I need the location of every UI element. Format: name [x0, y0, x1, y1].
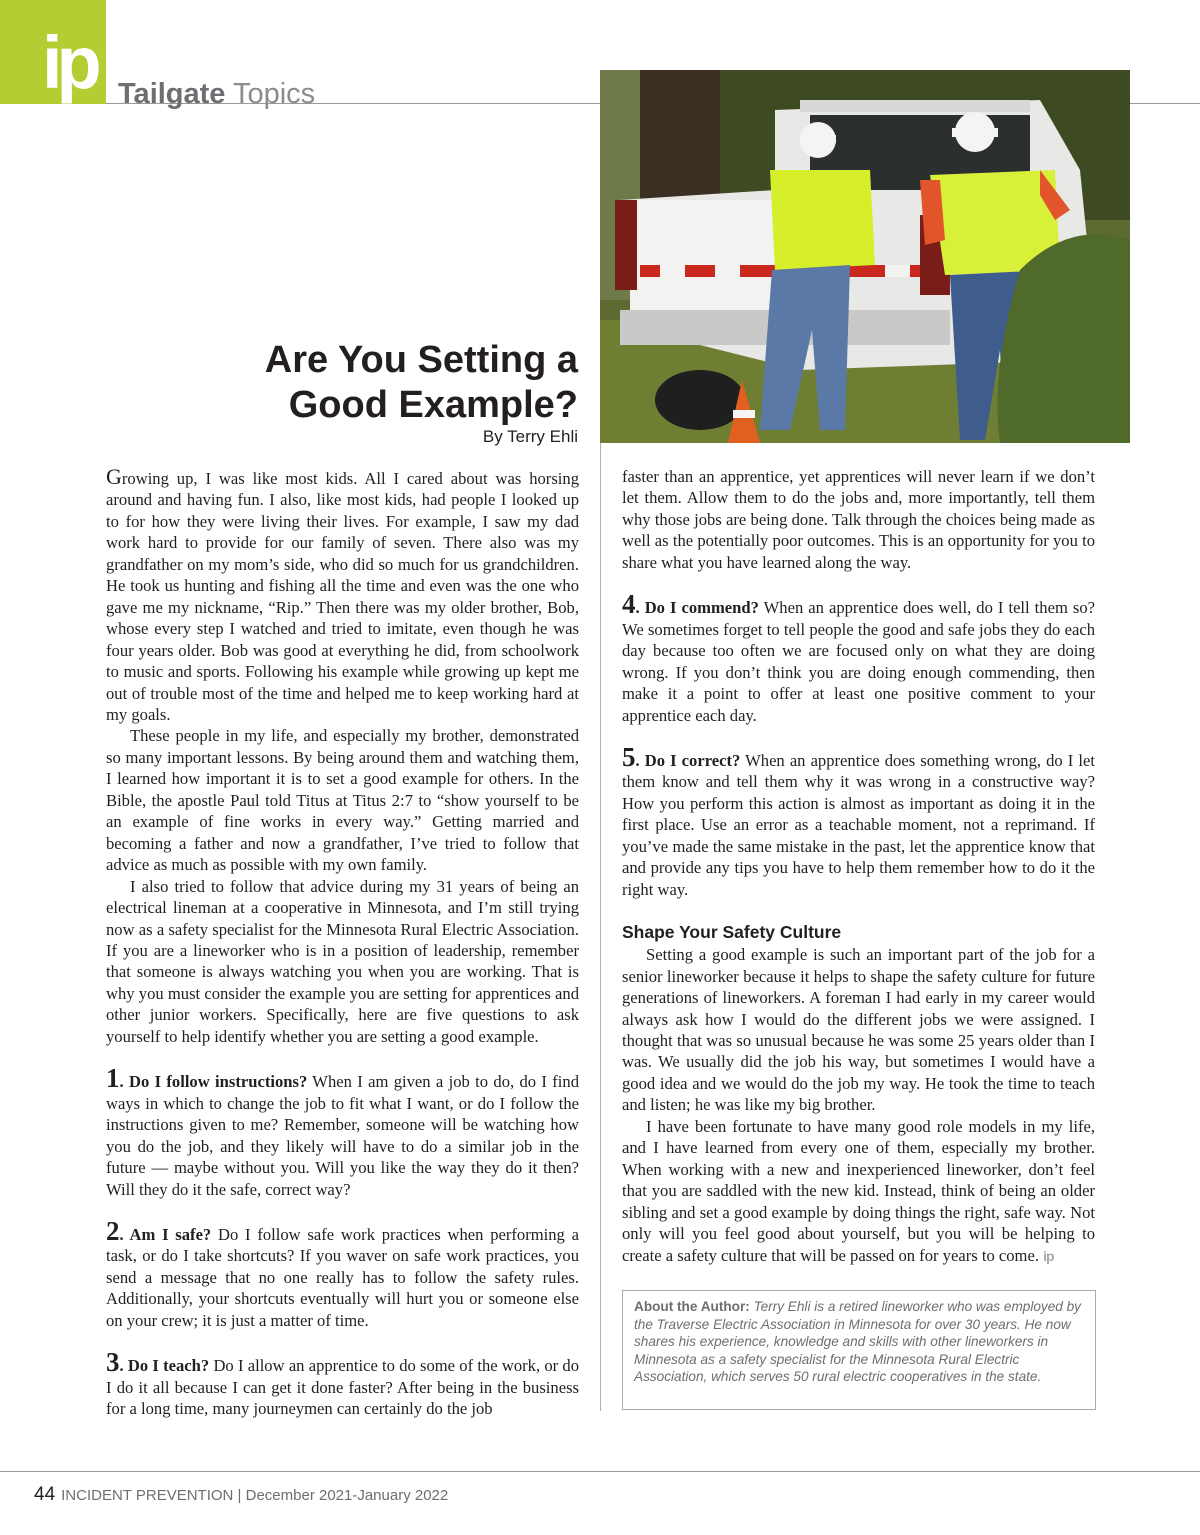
question-5-body: When an apprentice does something wrong, do I let them know and tell them why it was wrong in a constructive way? How you perform this action is almost as important as doing it in the first place. Use an error as a teachable moment, not a reprimand. If you’ve made the same mistake in the past, let the apprentice know that and provide any tips you have to help them remember how to do it the right way. — [622, 750, 1095, 899]
lineworkers-truck-photo — [600, 70, 1130, 443]
closing-paragraph-2 — [622, 1116, 1095, 1267]
question-3-body: Do I allow an apprentice to do some of the work, or do I do it all because I can get it done faster? After being in the business for a long time, many journeymen can certainly do the job — [106, 1356, 579, 1419]
intro-paragraph-1-text: rowing up, I was like most kids. All I cared about was horsing around and having fun. I also, like most kids, had people I looked up to for how they were living their lives. For example, I saw my dad work hard to provide for our family of seven. There also was my grandfather on my mom’s side, who did so much for us grandchildren. He took us hunting and fishing all the time and even was the one who gave me my nickname, “Rip.” Then there was my older brother, Bob, whose every step I watched and tried to imitate, even though he was four years older. Bob was good at everything he did, from schoolwork to music and sports. Following his example while growing up kept me out of trouble most of the time and helped me to keep working hard at my goals. — [106, 469, 579, 724]
question-5: 5. Do I correct? When an apprentice does something wrong, do I let them know and tell them why it was wrong in a constructive way? How you perform this action is almost as important as doing it in the first place. Use an error as a teachable moment, not a reprimand. If you’ve made the same mistake in the past, let the apprentice know that and provide any tips you have to help them remember how to do it the right way. — [622, 741, 1095, 899]
question-1: 1. Do I follow instructions? When I am given a job to do, do I find ways in which to change the job to fit what I want, or do I follow the instructions given to me? Remember, someone will be watching how you do the job, and they likely will have to do a similar job in the future — maybe without you. Will you like the way they do it then? Will they do it the safe, correct way? — [106, 1063, 579, 1199]
question-5-number: 5 — [622, 741, 636, 772]
intro-paragraph-3: I also tried to follow that advice during my 31 years of being an electrical lineman at a cooperative in Minnesota, and I’m still trying now as a safety specialist for the Minnesota Rural Electric Association. If you are a lineworker who is in a position of leadership, remember that someone is always watching you when you are working. That is why you must consider the example you are setting for apprentices and other junior workers. Specifically, here are five questions to ask yourself to help identify whether you are setting a good example. — [106, 876, 579, 1046]
section-word-topics: Topics — [232, 78, 316, 110]
about-author-label: About the Author: — [634, 1299, 750, 1314]
question-2-title: Am I safe? — [129, 1224, 212, 1244]
about-author-box — [622, 1290, 1096, 1410]
headline-line-1: Are You Setting a — [264, 339, 578, 381]
byline: By Terry Ehli — [482, 427, 578, 446]
section-word-tailgate: Tailgate — [118, 78, 226, 110]
closing-paragraph-2-text: I have been fortunate to have many good role models in my life, and I have learned from every one of them, especially my brother. When working with a new and inexperienced lineworker, don’t feel that you are saddled with the new kid. Instead, think of being an older sibling and set a good example by doing things the right, safe way. Not only will you feel good about yourself, but you will be helping to create a safety culture that will be passed on for years to come. — [622, 1116, 1095, 1265]
ip-logo: ip — [42, 21, 96, 104]
question-4-body: When an apprentice does well, do I tell them so? We sometimes forget to tell people the good and safe jobs they do each day because too often we are focused only on what they are doing wrong. If you don’t think you are doing enough commending, then make it a point to offer at least one positive comment to your apprentice each day. — [622, 598, 1096, 725]
question-3-continued: faster than an apprentice, yet apprentices will never learn if we don’t let them. Allow them to do the jobs and, more importantly, tell them why those jobs are being done. Talk through the choices being made as well as the potentially poor outcomes. This is an opportunity for you to share what you have learned along the way. — [622, 467, 1095, 572]
subhead-safety-culture: Shape Your Safety Culture — [622, 922, 842, 943]
about-author-text: Terry Ehli is a retired lineworker who was employed by the Traverse Electric Association in Minnesota for over 30 years. He now shares his experience, knowledge and skills with other lineworkers in Minnesota as a safety specialist for the Minnesota Rural Electric Association, which serves 50 rural electric cooperatives in the state. — [634, 1299, 1081, 1384]
article-headline — [200, 338, 578, 428]
question-3-number: 3 — [106, 1347, 120, 1378]
intro-paragraph-2: These people in my life, and especially my brother, demonstrated so many important lessons. By being around them and watching them, I learned how important it is to set a good example for others. In the Bible, the apostle Paul told Titus at Titus 2:7 to “show yourself to be an example of fine works in every way.” Getting married and becoming a father and now a grandfather, I’ve tried to follow that advice as much as possible with my own family. — [106, 726, 579, 875]
question-4: 4. Do I commend? When an apprentice does well, do I tell them so? We sometimes forget to tell people the good and safe jobs they do each day because too often we are focused only on what they are doing wrong. If you don’t think you are doing enough commending, then make it a point to offer at least one positive comment to your apprentice each day. — [622, 589, 1096, 725]
article-column-right — [622, 466, 1095, 1267]
page-number: 44 — [34, 1484, 56, 1505]
publication-info: INCIDENT PREVENTION | December 2021-January 2022 — [61, 1487, 449, 1504]
question-1-body: When I am given a job to do, do I find ways in which to change the job to fit what I want, or do I follow the instructions given to me? Remember, someone will be watching how you do the job, and they likely will have to do a similar job in the future — maybe without you. Will you like the way they do it then? Will they do it the safe, correct way? — [106, 1072, 579, 1199]
question-2-body: Do I follow safe work practices when performing a task, or do I take shortcuts? If you waver on safe work practices, you send a message that no one really has to follow the safety rules. Additionally, your shortcuts eventually will hurt you or someone else on your crew; it is just a matter of time. — [106, 1224, 579, 1330]
headline-line-2: Good Example? — [288, 384, 578, 426]
question-4-title: Do I commend? — [644, 598, 759, 618]
question-1-title: Do I follow instructions? — [128, 1072, 308, 1092]
page-footer — [34, 1484, 448, 1506]
section-title — [118, 76, 315, 112]
footer-rule — [0, 1471, 1200, 1472]
article-column-left — [106, 466, 579, 1420]
question-3-title: Do I teach? — [127, 1356, 210, 1376]
closing-paragraph-1: Setting a good example is such an important part of the job for a senior lineworker because it helps to shape the safety culture for future generations of lineworkers. A foreman I had early in my career would always ask how I would do the different jobs we were assigned. I thought that was so unusual because he was some 25 years older than I was. We usually did the job his way, but sometimes I would have a good idea and we would do the job my way. He took the time to teach and listen; he was like my big brother. — [622, 945, 1095, 1115]
question-2-number: 2 — [106, 1215, 120, 1246]
question-3: 3. Do I teach? Do I allow an apprentice to do some of the work, or do I do it all because I can get it done faster? After being in the business for a long time, many journeymen can certainly do the job — [106, 1347, 579, 1419]
drop-cap: G — [106, 464, 122, 489]
question-1-number: 1 — [106, 1063, 120, 1094]
question-5-title: Do I correct? — [644, 750, 741, 770]
question-2: 2. Am I safe? Do I follow safe work practices when performing a task, or do I take shortcuts? If you waver on safe work practices, you send a message that no one really has to follow the safety rules. Additionally, your shortcuts eventually will hurt you or someone else on your crew; it is just a matter of time. — [106, 1215, 579, 1330]
column-divider — [600, 443, 601, 1411]
intro-paragraph-1 — [106, 466, 579, 725]
question-4-number: 4 — [622, 589, 636, 620]
end-mark-icon: ip — [1043, 1247, 1054, 1264]
